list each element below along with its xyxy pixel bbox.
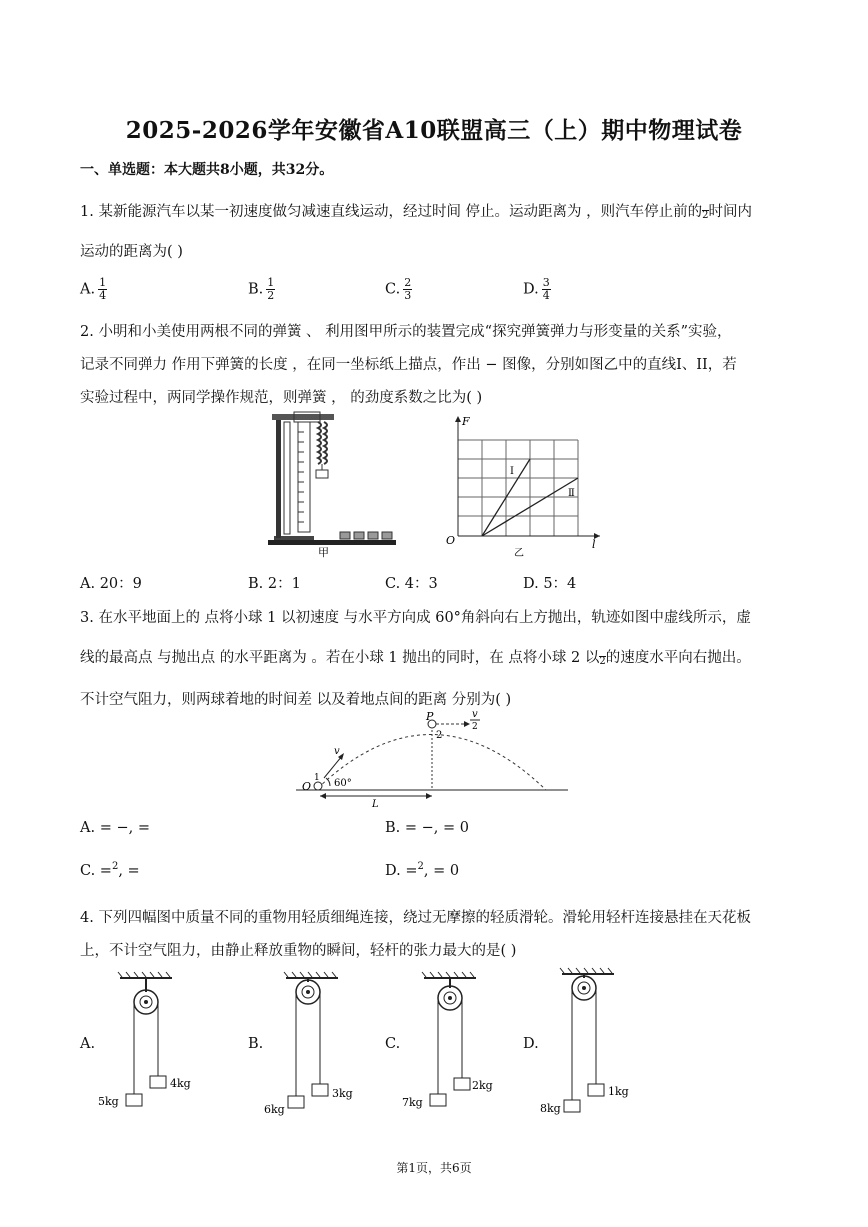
figure-label-jia: 甲 [318,546,329,559]
ball-2-label: 2 [436,730,443,741]
svg-text:v: v [472,709,478,720]
figure-label-yi: 乙 [514,548,524,559]
q2-line3: 实验过程中，两同学操作规范，则弹簧 ， 的劲度系数之比为( ) [80,390,483,406]
point-p-label: P [426,710,434,723]
pulley-figure-a [96,970,206,1118]
q1-text-a: 1. 某新能源汽车以某一初速度做匀减速直线运动，经过时间 停止。运动距离为 ，则汽车停止前的 [80,204,703,220]
f-l-graph-figure [444,412,604,564]
q4-option-c-label[interactable]: C. [385,1036,401,1052]
q4-option-d-label[interactable]: D. [523,1036,539,1052]
q2-line1: 2. 小明和小美使用两根不同的弹簧 、 利用图甲所示的装置完成“探究弹簧弹力与形变量的关系”实验， [80,324,732,340]
distance-l-label: L [372,799,379,808]
q2-option-d[interactable]: D. 5：4 [523,576,577,592]
point-o-label: O [302,780,312,793]
q3-fraction: 2 [599,646,605,667]
velocity-label: v [334,746,340,757]
q2-line2: 记录不同弹力 作用下弹簧的长度 ，在同一坐标纸上描点，作出 − 图像，分别如图乙中的直线I、II，若 [80,357,737,373]
line-ii-label: Ⅱ [568,488,575,499]
q2-option-c[interactable]: C. 4：3 [385,576,438,592]
page-footer: 第1页，共6页 [396,1161,472,1175]
section-heading: 一、单选题：本大题共8小题，共32分。 [80,162,334,178]
q3-line3: 不计空气阻力，则两球着地的时间差 以及着地点间的距离 分别为( ) [80,692,512,708]
pulley-figure-c [400,970,510,1118]
q1-option-b[interactable]: B. $\frac{1}{2}$ [248,276,275,302]
q1-fraction: 2 [702,200,708,221]
line-i-label: I [510,466,514,477]
svg-text:2: 2 [472,722,478,732]
mass-left-c: 7kg [402,1096,423,1109]
q1-text-b: 时间内 [708,204,753,220]
page-title: 2025-2026学年安徽省A10联盟高三（上）期中物理试卷 [125,117,743,144]
origin-label: O [446,534,456,547]
q3-line1: 3. 在水平地面上的 点将小球 1 以初速度 与水平方向成 60°角斜向右上方抛出，轨迹如图中虚线所示，虚 [80,610,751,626]
q3-option-c[interactable]: C. =2, = [80,861,140,879]
q4-option-b-label[interactable]: B. [248,1036,264,1052]
spring-apparatus-figure [262,408,402,560]
pulley-figure-b [262,970,372,1118]
projectile-figure [296,708,570,808]
mass-right-b: 3kg [332,1087,353,1100]
q1-line1 [80,200,752,221]
mass-right-a: 4kg [170,1077,191,1090]
q4-line2: 上，不计空气阻力，由静止释放重物的瞬间，轻杆的张力最大的是( ) [80,943,517,959]
mass-right-c: 2kg [472,1079,493,1092]
q1-option-c[interactable]: C. $\frac{2}{3}$ [385,276,412,302]
mass-left-a: 5kg [98,1095,119,1108]
ball-1-label: 1 [314,773,320,783]
q2-option-b[interactable]: B. 2：1 [248,576,301,592]
mass-right-d: 1kg [608,1085,629,1098]
axis-label-f: F [462,415,470,428]
q1-line2: 运动的距离为( ) [80,244,183,260]
q3-option-b[interactable]: B. = −, = 0 [385,820,469,836]
axis-label-l: l [592,538,596,551]
q3-option-d[interactable]: D. =2, = 0 [385,861,460,879]
q4-line1: 4. 下列四幅图中质量不同的重物用轻质细绳连接，绕过无摩擦的轻质滑轮。滑轮用轻杆连接悬挂在天花板 [80,910,751,926]
q4-option-a-label[interactable]: A. [80,1036,96,1052]
angle-label: 60° [334,778,352,789]
q3-line2: 线的最高点 与抛出点 的水平距离为 。若在小球 1 抛出的同时，在 点将小球 2 以 2的速度水平向右抛出。 [80,646,751,667]
pulley-figure-d [538,966,648,1118]
mass-left-b: 6kg [264,1103,285,1116]
q1-option-d[interactable]: D. $\frac{3}{4}$ [523,276,550,302]
mass-left-d: 8kg [540,1102,561,1115]
q3-option-a[interactable]: A. = −, = [80,820,150,836]
q1-option-a[interactable]: A. $\frac{1}{4}$ [80,276,107,302]
q2-option-a[interactable]: A. 20：9 [80,576,142,592]
